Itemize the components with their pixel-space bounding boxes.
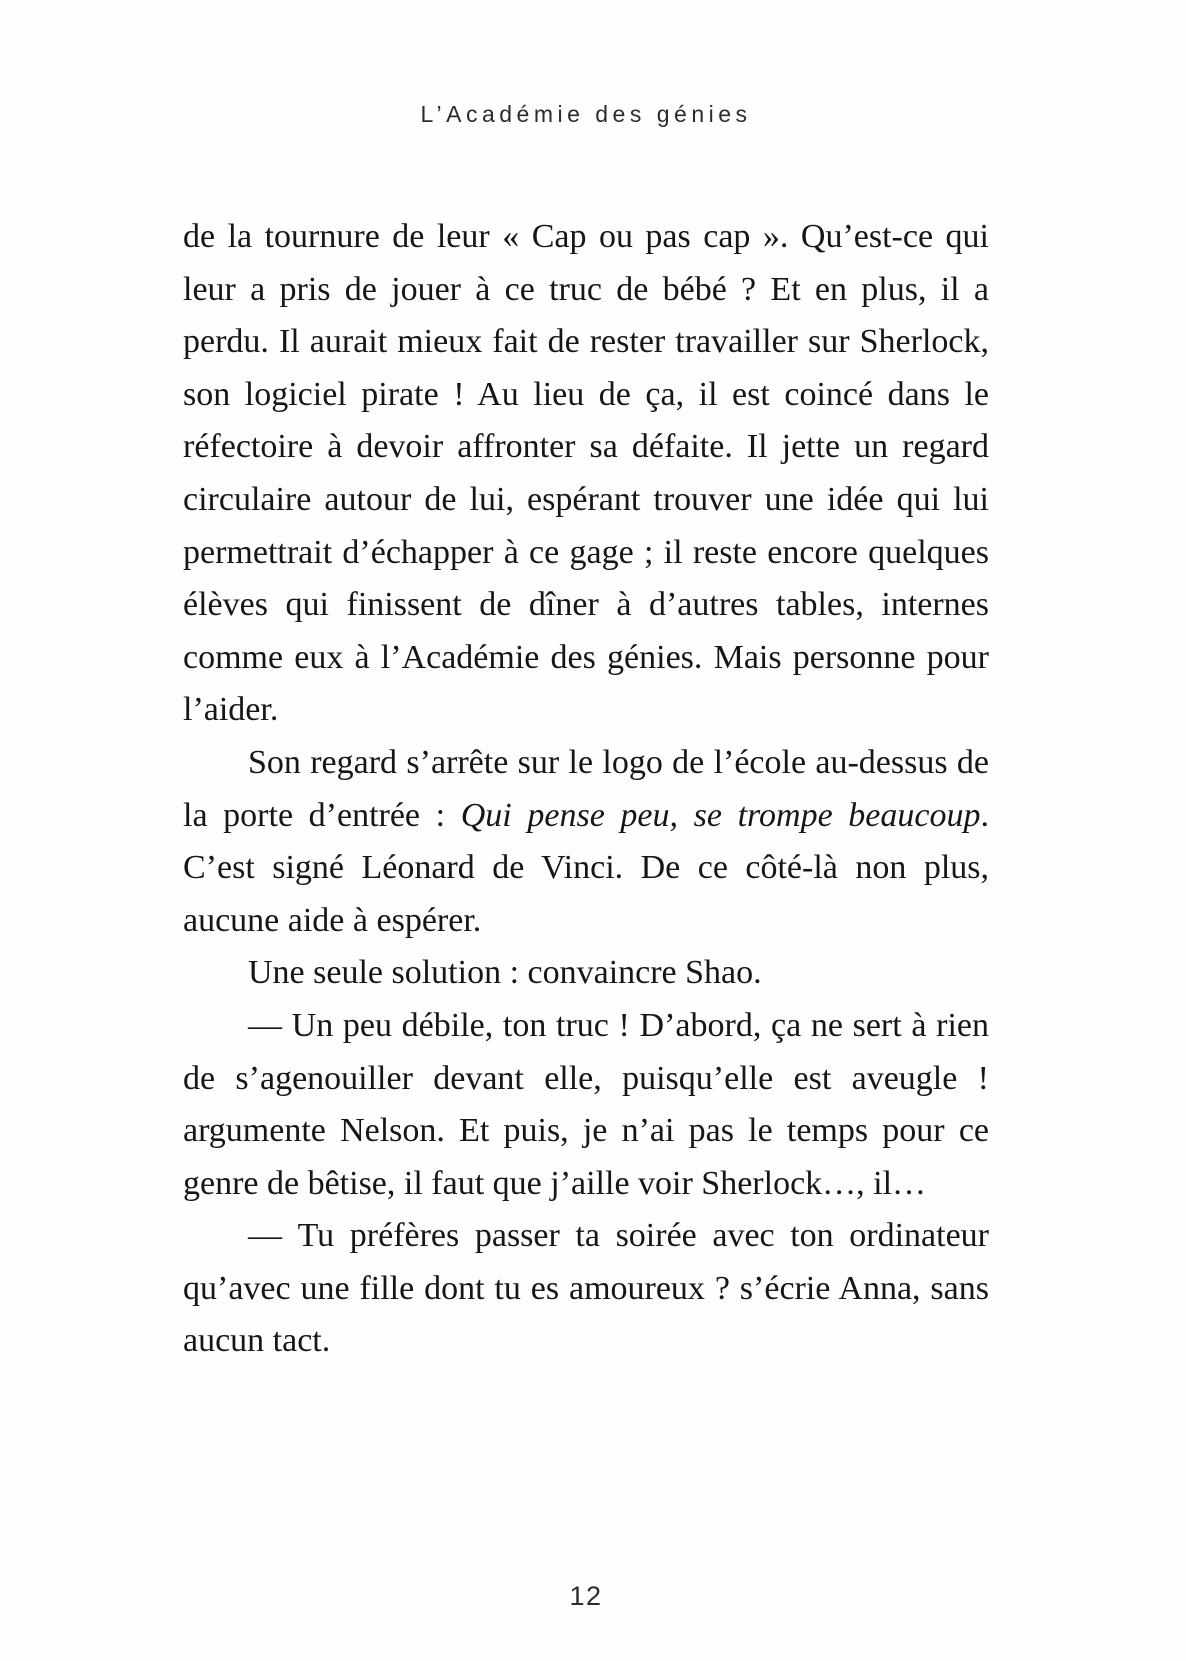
italic-text-run: Qui pense peu, se trompe beaucoup (460, 796, 981, 834)
text-run: Une seule solution : convaincre Shao. (248, 954, 762, 992)
text-run: — Un peu débile, ton truc ! D’abord, ça ne sert à rien de s’agenouiller devant elle, puisqu’elle est aveugle ! argumente Nelson. Et puis, je n’ai pas le temps pour ce genre de bêtise, il faut que j’aille voir Sherlock…, il… (183, 1006, 989, 1202)
text-run: de la tournure de leur « Cap ou pas cap ». Qu’est-ce qui leur a pris de jouer à ce truc de bébé ? Et en plus, il a perdu. Il aurait mieux fait de rester travailler sur Sherlock, son logiciel pirate ! Au lieu de ça, il est coincé dans le réfectoire à devoir affronter sa défaite. Il jette un regard circulaire autour de lui, espérant trouver une idée qui lui permettrait d’échapper à ce gage ; il reste encore quelques élèves qui finissent de dîner à d’autres tables, internes comme eux à l’Académie des génies. Mais personne pour l’aider. (183, 218, 989, 729)
text-run: Son regard s’arrête sur le logo de l’école au-dessus de la porte d’entrée : (183, 743, 989, 834)
paragraph (183, 947, 989, 1000)
paragraph (183, 211, 989, 737)
text-run: — Tu préfères passer ta soirée avec ton ordinateur qu’avec une fille dont tu es amoureux ? s’écrie Anna, sans aucun tact. (183, 1217, 989, 1360)
paragraph (183, 1210, 989, 1368)
page-body (183, 211, 989, 1368)
paragraph (183, 1000, 989, 1210)
running-header: L’Académie des génies (420, 101, 752, 127)
page-number: 12 (569, 1581, 603, 1611)
paragraph (183, 737, 989, 947)
text-run: . C’est signé Léonard de Vinci. De ce côté-là non plus, aucune aide à espérer. (183, 796, 989, 939)
